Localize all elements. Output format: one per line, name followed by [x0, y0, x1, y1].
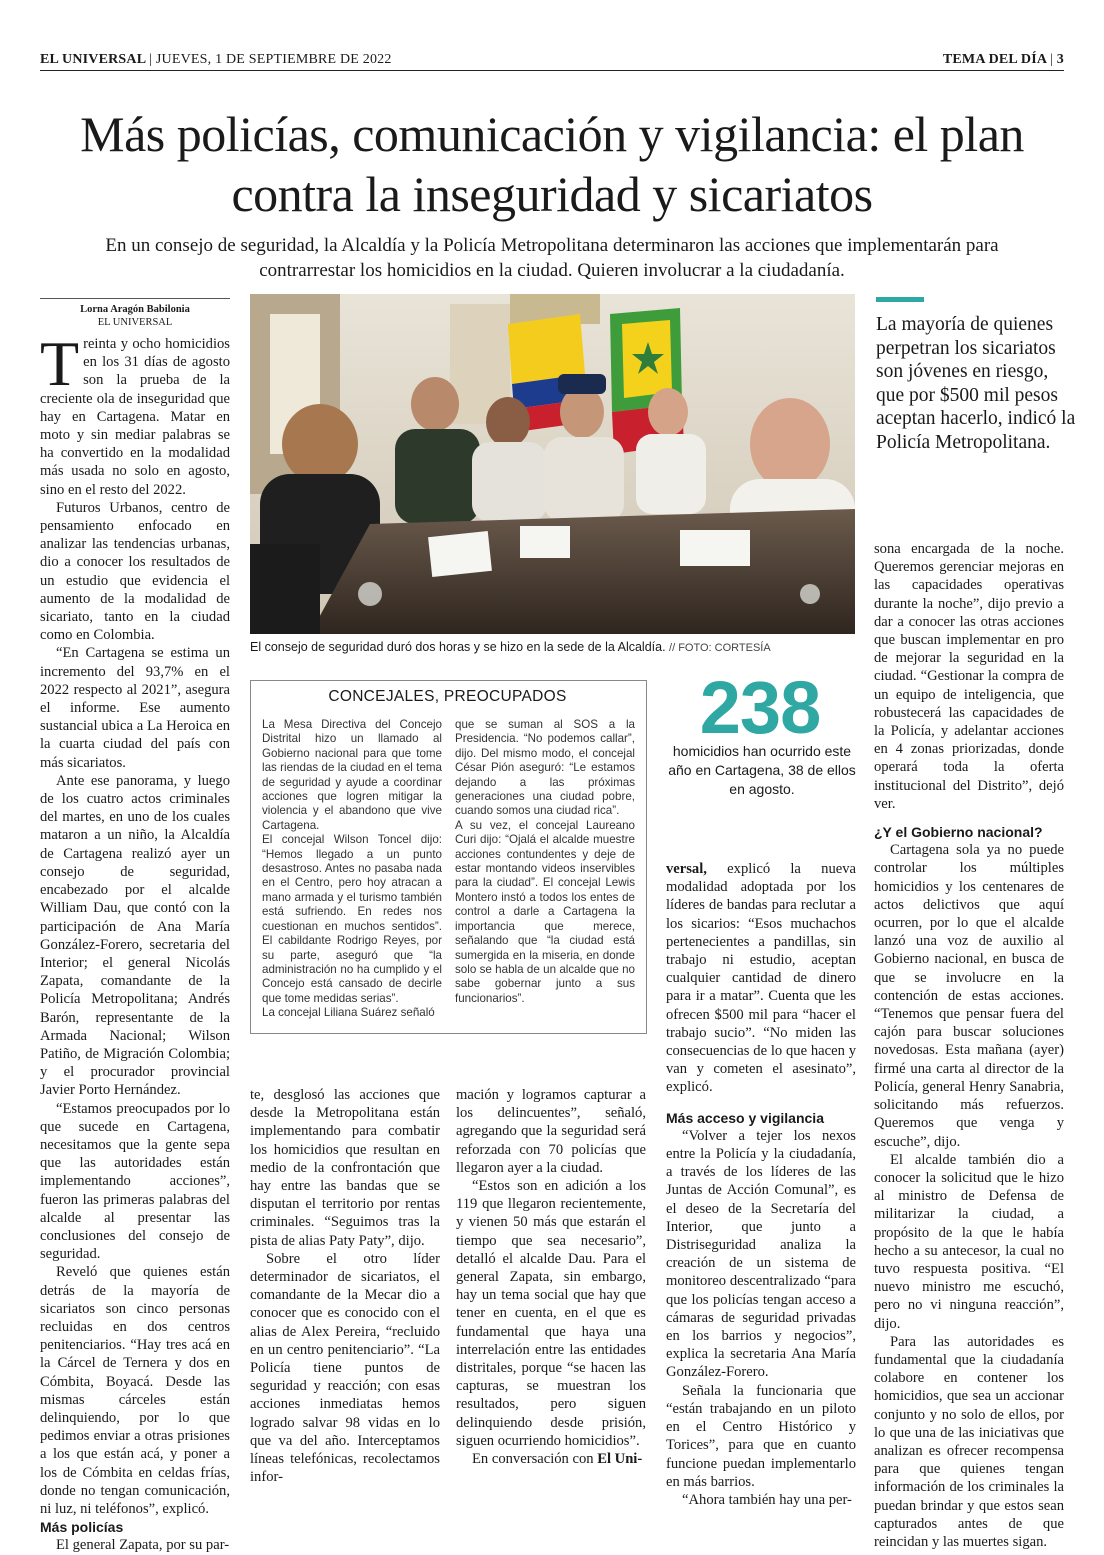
pullquote-accent [876, 297, 924, 302]
page-number: 3 [1056, 52, 1064, 67]
paper-name: EL UNIVERSAL [40, 52, 146, 67]
stat-text: homicidios han ocurrido este año en Cartagena, 38 de ellos en agosto. [668, 743, 856, 797]
sidebar-column-left [262, 718, 442, 1021]
issue-date: JUEVES, 1 DE SEPTIEMBRE DE 2022 [155, 52, 392, 67]
sidebar-paragraph: El concejal Wilson Toncel dijo: “Hemos llegado a un punto desastroso. Antes no pasaba nada en el Centro, pero hoy atracan a mano armada y el turismo también está sufriendo. En redes nos cuestionan en muchos sentidos”. El cabildante Rodrigo Reyes, por su parte, aseguró que “la administración no ha cumplido y el Concejo está cansado de decirle que tome medidas serias”. [262, 833, 442, 1005]
byline-outlet: EL UNIVERSAL [97, 317, 173, 328]
paragraph: Futuros Urbanos, centro de pensamiento enfocado en analizar las tendencias urbanas, dio a conocer los resultados de un estudio que evidencia el aumento de la modalidad de sicariato, tanto en la ciudad como en Colombia. [40, 499, 230, 644]
paragraph: Treinta y ocho homicidios en los 31 días de agosto son la prueba de la creciente ola de inseguridad que hay en Cartagena. Matar en moto y sin mediar palabras se ha convertido en la modalidad más usada no solo en agosto, sino en el resto del 2022. [40, 328, 230, 498]
column-4 [666, 860, 856, 1509]
paragraph: Ante ese panorama, y luego de los cuatro actos criminales del martes, en uno de los cuales mataron a un niño, la Alcaldía de Cartagena realizó ayer un consejo de seguridad, encabezado por el alcalde William Dau, que contó con la participación de Ana María González-Forero, secretaria del Interior; el general Nicolás Zapata, comandante de la Policía Metropolitana; Andrés Barón, representante de la Armada Nacional; Wilson Patiño, de Migración Colombia; y el procurador provincial Javier Porto Hernández. [40, 772, 230, 1099]
paragraph: “Volver a tejer los nexos entre la Policía y la ciudadanía, a través de los líderes de las Juntas de Acción Comunal”, es el deseo de la Secretaría del Interior, que junto a Distriseguridad analiza la creación de un sistema de monitoreo descentralizado “para que los policías tengan acceso a cámaras de seguridad privadas en los barrios y negocios”, explica la secretaria Ana María González-Forero. [666, 1127, 856, 1381]
sidebar-paragraph: La Mesa Directiva del Concejo Distrital hizo un llamado al Gobierno nacional para que tome las riendas de la ciudad en el tema de seguridad y ayude a coordinar acciones que logren mitigar la violencia y el abandono que vive Cartagena. [262, 718, 442, 832]
paragraph: Para las autoridades es fundamental que la ciudadanía colabore en contener los homicidios, que sea un accionar conjunto y no solo de ellos, por lo que una de las iniciativas que analizan es ofrecer recompensa para que quienes tengan información de los criminales la puedan brindar y que estos sean capturados antes de que reincidan y las muertes sigan. [874, 1333, 1064, 1550]
sidebar-paragraph: que se suman al SOS a la Presidencia. “No podemos callar”, dijo. Del mismo modo, el concejal César Pión aseguró: “Le estamos dejando a las próximas generaciones una ciudad pobre, cuando somos una ciudad rica”. [455, 718, 635, 818]
headline: Más policías, comunicación y vigilancia: el plan contra la inseguridad y sicariatos [80, 106, 1024, 222]
sidebar-title: CONCEJALES, PREOCUPADOS [328, 688, 567, 705]
paragraph: El alcalde también dio a conocer la solicitud que le hizo al ministro de Defensa de militarizar la ciudad, a propósito de la que le había hecho a su antecesor, la cual no tuvo respuesta positiva. “El nuevo ministro me escuchó, pero no vi ninguna reacción”, dijo. [874, 1151, 1064, 1332]
pullquote: La mayoría de quienes perpetran los sicariatos son jóvenes en riesgo, que por $500 mil pesos aceptan hacerlo, indicó la Policía Metropolitana. [876, 314, 1076, 453]
sidebar-paragraph: A su vez, el concejal Laureano Curi dijo: “Ojalá el alcalde muestre acciones contundentes y deje de estar montando videos inservibles para la ciudad”. El concejal Lewis Montero instó a todos los entes de control a darle a Cartagena la importancia que merece, señalando que “la ciudad está sumergida en la miseria, en donde solo se habla de un alcalde que no sabe gobernar junto a sus funcionarios”. [455, 818, 635, 1005]
column-5 [874, 540, 1064, 1551]
paragraph: Señala la funcionaria que “están trabajando en un piloto en el Centro Histórico y Torices”, para que en cuanto funcione puedan implementarlo en más barrios. [666, 1382, 856, 1490]
column-2 [250, 1086, 440, 1486]
paragraph: mación y logramos capturar a los delincuentes”, señaló, agregando que la seguridad será reforzada con 70 policías que llegaron ayer a la ciudad. [456, 1087, 646, 1176]
paragraph: te, desglosó las acciones que desde la Metropolitana están implementando para combatir los homicidios que resultan en medio de la confrontación que hay entre las bandas que se disputan el territorio por rentas criminales. “Seguimos tras la pista de alias Paty Paty”, dijo. [250, 1087, 440, 1249]
stat-number: 238 [699, 666, 821, 749]
drop-cap: T [40, 328, 80, 399]
column-3 [456, 1086, 646, 1468]
header-rule [40, 70, 1064, 71]
column-1 [40, 298, 230, 1554]
paragraph: versal, explicó la nueva modalidad adoptada por los líderes de bandas para reclutar a los sicarios: “Esos muchachos pertenecientes a pandillas, sin trabajo ni estudio, aceptan cualquier cantidad de dinero para ir a matar”. Cuenta que les ofrecen $500 mil para “hacer el trabajo sucio”. “No miden las consecuencias de lo que hacen y van y cometen el asesinato”, explicó. [666, 861, 856, 1096]
deck: En un consejo de seguridad, la Alcaldía y la Policía Metropolitana determinaron las acciones que implementarán para contrarrestar los homicidios en la ciudad. Quieren involucrar a la ciudadanía. [105, 235, 999, 281]
subhead: Más policías [40, 1519, 124, 1536]
subhead: Más acceso y vigilancia [666, 1109, 824, 1126]
byline-author: Lorna Aragón Babilonia [80, 304, 190, 315]
subhead: ¿Y el Gobierno nacional? [874, 824, 1043, 841]
paragraph: “Estamos preocupados por lo que sucede en Cartagena, necesitamos que la gente sepa que las autoridades están implementando acciones”, fueron las primeras palabras del alcalde al presentar las conclusiones del consejo de seguridad. [40, 1100, 230, 1263]
meeting-photo [250, 294, 855, 634]
paragraph: sona encargada de la noche. Queremos gerenciar mejoras en las capacidades operativas durante la noche”, dijo previo a dar a conocer las otras acciones que buscan implementar en pro de mejorar la seguridad en la ciudad. “Gestionar la compra de un equipo de inteligencia, que robustecerá las capacidades de la Policía, y adelantar acciones en 4 zonas priorizadas, donde operará toda la oferta institucional del Distrito”, dejó ver. [874, 541, 1064, 812]
paragraph: “Estos son en adición a los 119 que llegaron recientemente, y vienen 50 más que estarán el tiempo que sea necesario”, detalló el alcalde Dau. Para el general Zapata, sin embargo, hay un tema social que hay que tener en cuenta, en el que es fundamental que haya una interrelación entre las entidades distritales, porque “se hacen las capturas, se muestran los resultados, pero siguen delinquiendo desde prisión, siguen ocurriendo homicidios”. [456, 1178, 646, 1449]
paragraph: En conversación con El Uni- [472, 1451, 643, 1468]
paragraph: El general Zapata, por su par- [56, 1537, 230, 1554]
paragraph: Cartagena sola ya no puede controlar los múltiples homicidios y los centenares de actos delictivos que aquí ocurren, por lo que el alcalde lanzó una voz de auxilio al Gobierno nacional, en busca de que se involucre en la contención de estas acciones. “Tenemos que pensar fuera del cajón para buscar soluciones novedosas. Esta mañana (ayer) firmé una carta al director de la Policía, general Henry Sanabria, solicitando más refuerzos. Queremos que venga y escuche”, dijo. [874, 842, 1064, 1150]
section-label: TEMA DEL DÍA | 3 [942, 52, 1064, 67]
sidebar-paragraph: La concejal Liliana Suárez señaló [262, 1006, 435, 1020]
photo-caption [250, 640, 855, 654]
section-name: TEMA DEL DÍA [942, 52, 1047, 67]
paragraph: Sobre el otro líder determinador de sicariatos, el comandante de la Mecar dio a conocer que es conocido con el alias de Alex Pereira, “recluido en un centro penitenciario”. “La Policía tiene puntos de seguridad y reacción; con esas acciones inmediatas hemos logrado salvar 98 vidas en lo que va del año. Interceptamos líneas telefónicas, recolectamos infor- [250, 1250, 440, 1486]
paragraph: “En Cartagena se estima un incremento del 93,7% en el 2022 respecto al 2021”, asegura el informe. Ese aumento sustancial ubica a La Heroica en la cuarta ciudad del país con más sicariatos. [40, 645, 230, 771]
paragraph: Reveló que quienes están detrás de la mayoría de sicariatos son cinco personas recluidas en dos centros penitenciarios. “Hay tres acá en la Cárcel de Ternera y dos en Cómbita, Boyacá. Desde las mismas cárceles están delinquiendo, por lo que pedimos enviar a otras prisiones a los que están acá, y poner a los de Cómbita en celdas frías, donde no tengan comunicación, ni luz, ni teléfonos”, explicó. [40, 1264, 230, 1517]
caption-text: El consejo de seguridad duró dos horas y se hizo en la sede de la Alcaldía. [250, 640, 666, 654]
photo-illustration [250, 294, 855, 634]
paragraph: “Ahora también hay una per- [682, 1491, 852, 1508]
byline [40, 303, 230, 329]
byline-rule [40, 298, 230, 299]
sidebar-column-right [455, 718, 635, 1006]
masthead: EL UNIVERSAL | JUEVES, 1 DE SEPTIEMBRE DE 2022 [40, 52, 392, 67]
caption-credit: // FOTO: CORTESÍA [669, 642, 771, 654]
